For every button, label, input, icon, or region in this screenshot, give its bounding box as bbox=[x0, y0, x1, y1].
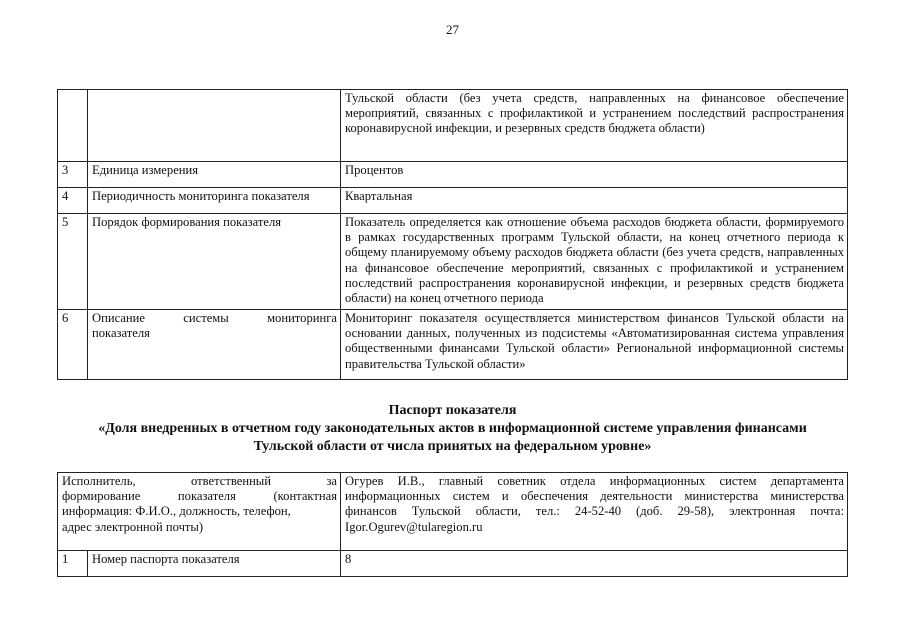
row-label-cell: Единица измерения bbox=[88, 162, 341, 188]
table-row bbox=[58, 90, 848, 162]
label-word: формирование bbox=[62, 489, 141, 504]
table-row bbox=[58, 473, 848, 551]
label-word: за bbox=[326, 474, 338, 488]
row-label-cell bbox=[88, 90, 341, 162]
row-value-cell: Квартальная bbox=[341, 188, 848, 214]
label-line bbox=[62, 489, 337, 504]
label-word: ответственный bbox=[191, 474, 272, 488]
label-line: адрес электронной почты) bbox=[62, 519, 204, 534]
label-word: Описание bbox=[92, 311, 145, 325]
passport-subtitle-line: Тульской области от числа принятых на федеральном уровне» bbox=[253, 439, 652, 454]
label-word: мониторинга bbox=[267, 311, 337, 325]
label-line: информация: Ф.И.О., должность, телефон, bbox=[62, 504, 291, 519]
row-label-cell: Порядок формирования показателя bbox=[88, 214, 341, 310]
label-word: (контактная bbox=[273, 489, 338, 504]
row-label-cell: Номер паспорта показателя bbox=[88, 551, 341, 577]
page-number: 27 bbox=[446, 22, 459, 37]
row-label-cell bbox=[88, 310, 341, 380]
executor-label-cell bbox=[58, 473, 341, 551]
passport-heading bbox=[40, 402, 865, 456]
table-row bbox=[58, 551, 848, 577]
table-row bbox=[58, 214, 848, 310]
label-line bbox=[92, 311, 337, 326]
label-word: показателя bbox=[177, 489, 236, 504]
row-value-cell: Процентов bbox=[341, 162, 848, 188]
executor-value-cell: Огурев И.В., главный советник отдела информационных систем департамента информационных систем и обеспечения деятельности министерства министерства финансов Тульской области, тел.: 24-52-40 (доб. 29-58), электронная почта: Igor.Ogurev@tularegion.ru bbox=[341, 473, 848, 551]
row-number-cell: 4 bbox=[58, 188, 88, 214]
row-number-cell: 6 bbox=[58, 310, 88, 380]
passport-subtitle-line: «Доля внедренных в отчетном году законодательных актов в информационной системе управления финансами bbox=[98, 421, 807, 436]
row-value-cell: Мониторинг показателя осуществляется министерством финансов Тульской области на основании данных, полученных из подсистемы «Автоматизированная система управления общественными финансами Тульской области» Региональной информационной системы правительства Тульской области» bbox=[341, 310, 848, 380]
label-line: показателя bbox=[92, 326, 150, 341]
row-number-cell bbox=[58, 90, 88, 162]
table-row bbox=[58, 310, 848, 380]
row-value-cell: 8 bbox=[341, 551, 848, 577]
row-number-cell: 3 bbox=[58, 162, 88, 188]
passport-table bbox=[57, 472, 848, 577]
label-word: Исполнитель, bbox=[62, 474, 136, 488]
row-value-cell: Показатель определяется как отношение объема расходов бюджета области, формируемого в рамках государственных программ Тульской области, на конец отчетного периода к общему планируемому объему расходов бюджета области (без учета средств, направленных на финансовое обеспечение мероприятий, связанных с профилактикой и устранением последствий распространения коронавирусной инфекции, и резервных средств бюджета области) на конец отчетного периода bbox=[341, 214, 848, 310]
row-number-cell: 1 bbox=[58, 551, 88, 577]
table-row bbox=[58, 188, 848, 214]
row-label-cell: Периодичность мониторинга показателя bbox=[88, 188, 341, 214]
row-value-cell: Тульской области (без учета средств, направленных на финансовое обеспечение мероприятий, связанных с профилактикой и устранением последствий распространения коронавирусной инфекции, и резервных средств бюджета области) bbox=[341, 90, 848, 162]
label-line bbox=[62, 474, 337, 489]
indicator-table-continued bbox=[57, 89, 848, 380]
label-word: системы bbox=[183, 311, 229, 325]
row-number-cell: 5 bbox=[58, 214, 88, 310]
table-row bbox=[58, 162, 848, 188]
passport-title: Паспорт показателя bbox=[388, 403, 517, 418]
